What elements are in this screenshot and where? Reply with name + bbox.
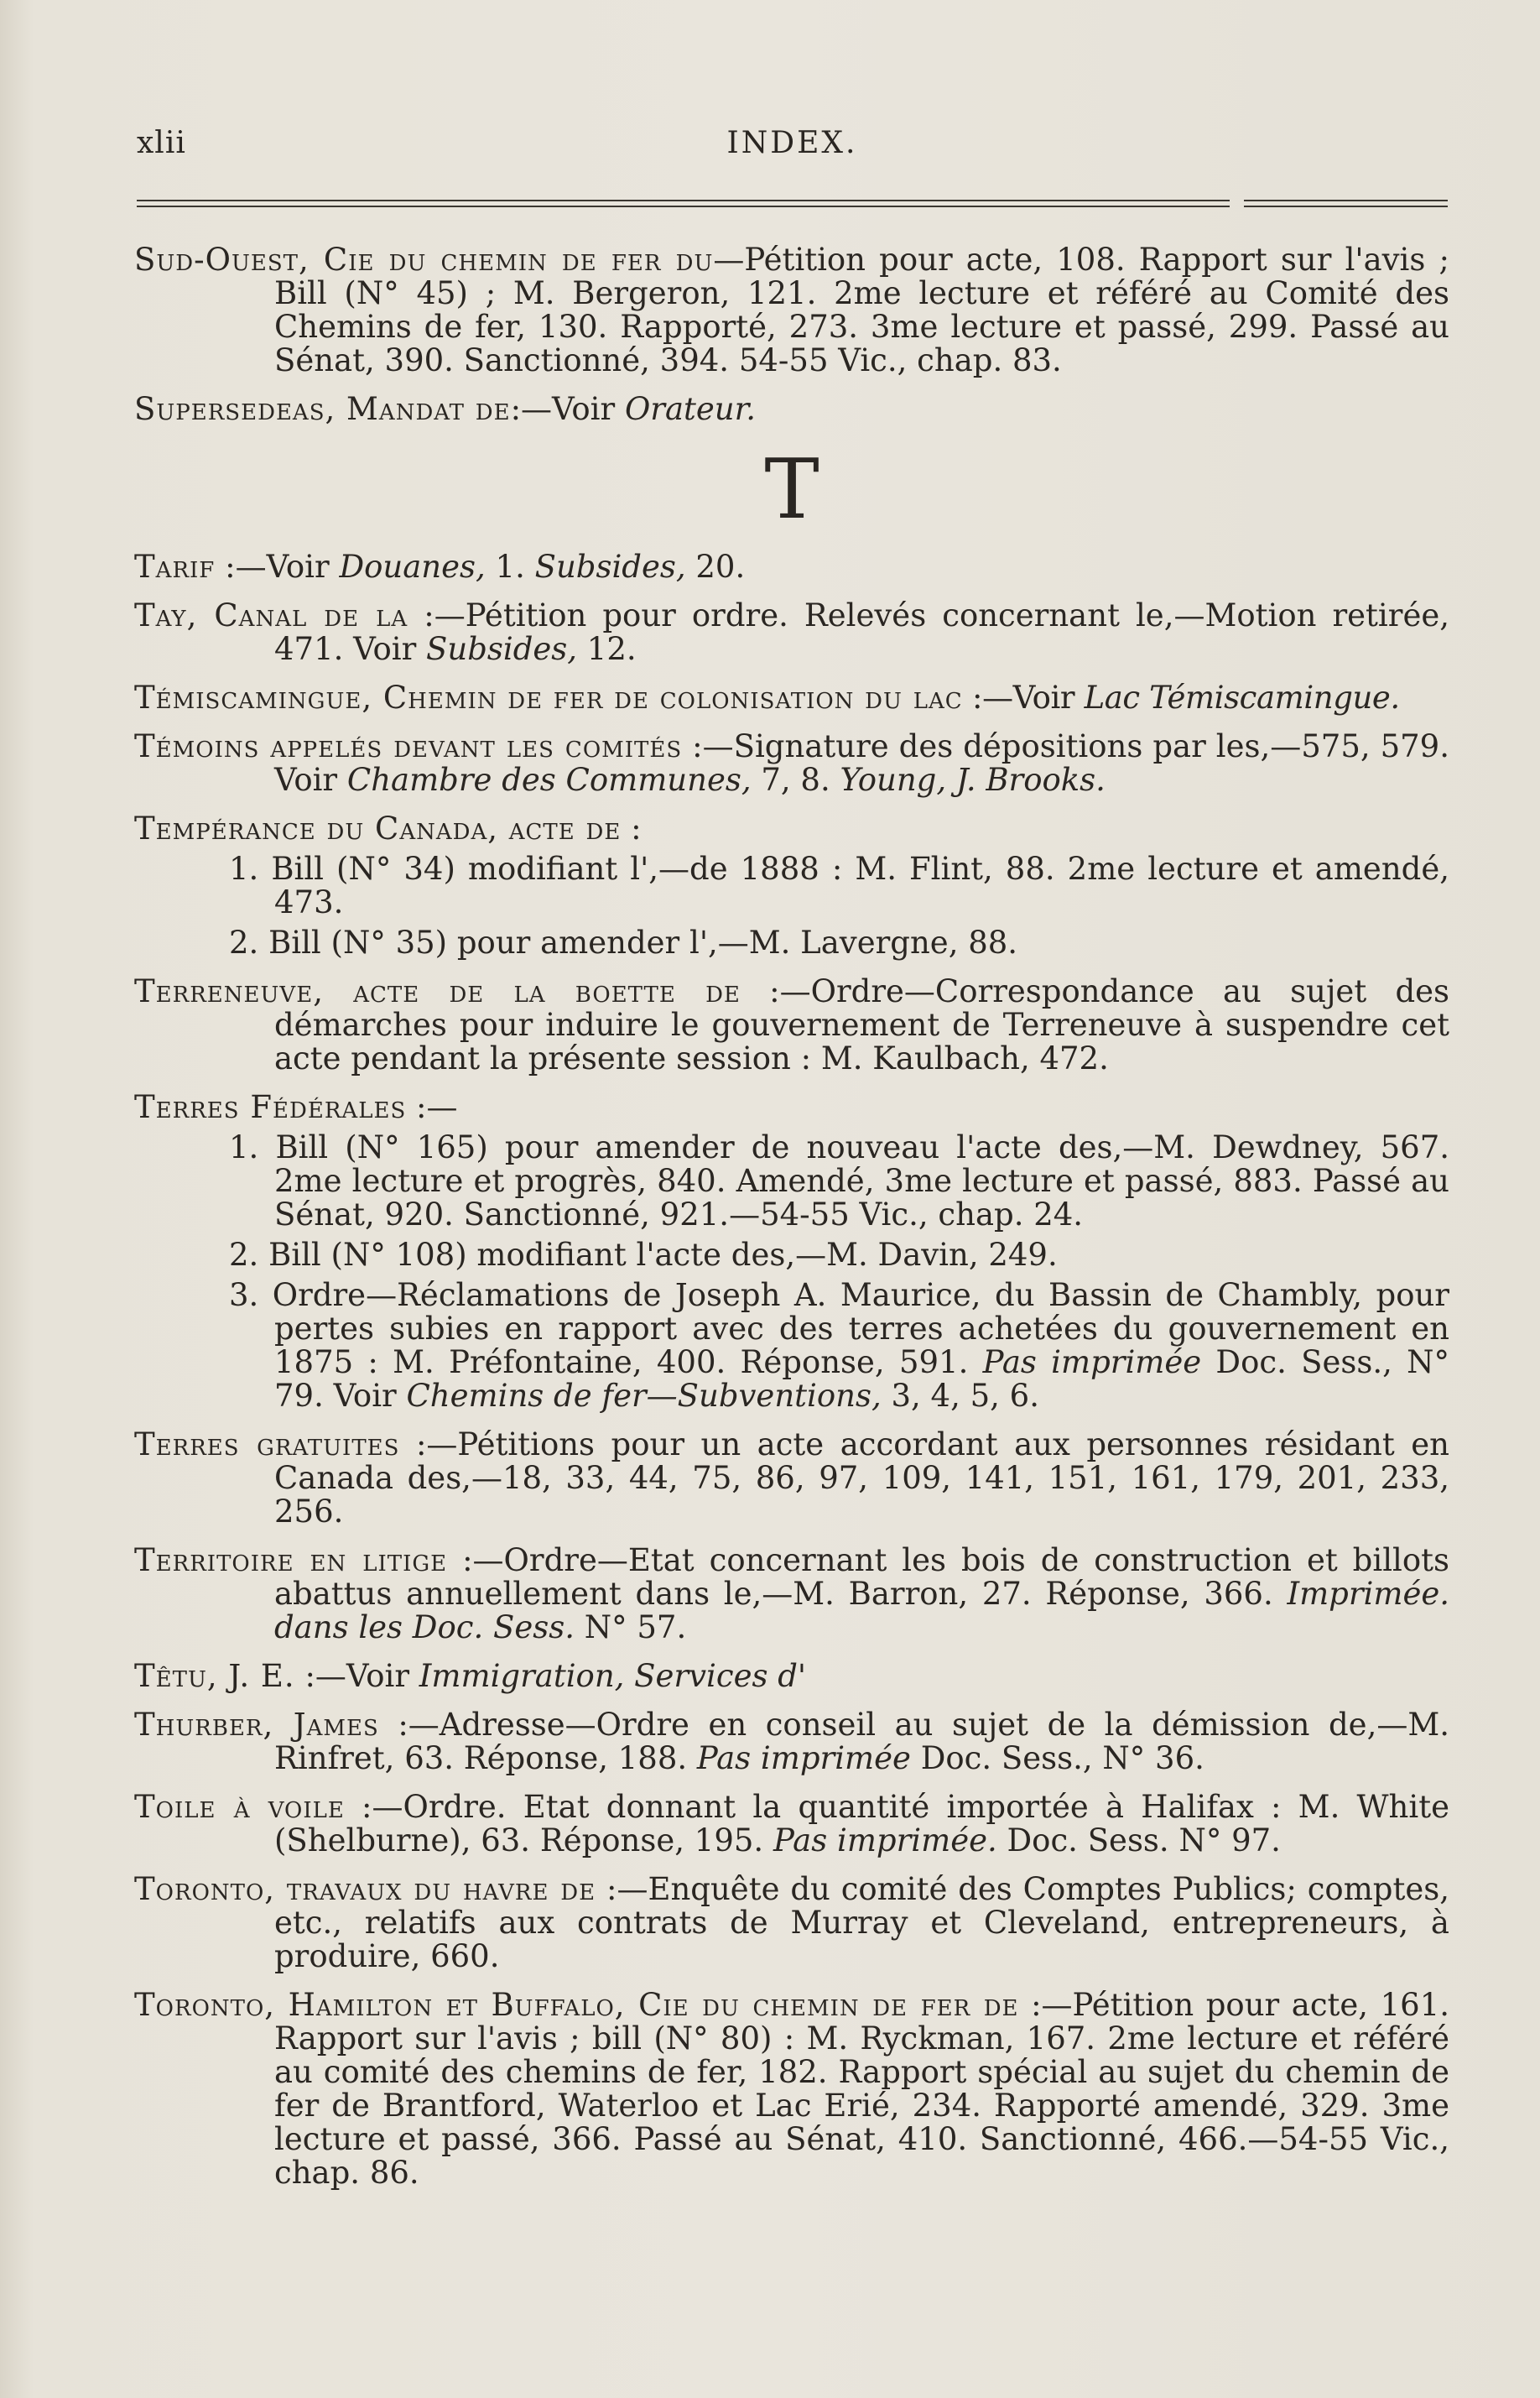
index-entry-supersedeas: Supersedeas, Mandat de:—Voir Orateur. (134, 391, 756, 427)
index-entry-terreneuve: Terreneuve, acte de la boette de :—Ordre—Correspondance au sujet des démarches pour induire le gouvernement de Terreneuve à suspendre cet acte pendant la présente session : M. Kaulbach, 472. (134, 973, 1450, 1076)
index-entry-toile: Toile à voile :—Ordre. Etat donnant la quantité importée à Halifax : M. White (Shelburne), 63. Réponse, 195. Pas imprimée. Doc. Sess. N° 97. (134, 1789, 1449, 1858)
index-entry-toronto-havre: Toronto, travaux du havre de :—Enquête du comité des Comptes Publics; comptes, etc., relatifs aux contrats de Murray et Cleveland, entrepreneurs, à produire, 660. (134, 1871, 1449, 1974)
section-letter: T (764, 442, 819, 538)
index-entry-temperance: Tempérance du Canada, acte de : (134, 811, 642, 847)
index-entry-temoins: Témoins appelés devant les comités :—Signature des dépositions par les,—575, 579. Voir Chambre des Communes, 7, 8. Young, J. Brooks. (134, 728, 1449, 798)
index-entry-sud-ouest: Sud-Ouest, Cie du chemin de fer du—Pétition pour acte, 108. Rapport sur l'avis ; Bill (N° 45) ; M. Bergeron, 121. 2me lecture et référé au Comité des Chemins de fer, 130. Rapporté, 273. 3me lecture et passé, 299. Passé au Sénat, 390. Sanctionné, 394. 54-55 Vic., chap. 83. (134, 242, 1449, 378)
index-entry-tetu: Têtu, J. E. :—Voir Immigration, Services d' (134, 1658, 807, 1694)
list-item: 1. Bill (N° 34) modifiant l',—de 1888 : M. Flint, 88. 2me lecture et amendé, 473. (229, 851, 1449, 920)
list-item: 1. Bill (N° 165) pour amender de nouveau l'acte des,—M. Dewdney, 567. 2me lecture et progrès, 840. Amendé, 3me lecture et passé, 883. Passé au Sénat, 920. Sanctionné, 921.—54-55 Vic., chap. 24. (229, 1129, 1449, 1233)
index-content (134, 243, 1449, 2205)
index-entry-terres-gratuites: Terres gratuites :—Pétitions pour un acte accordant aux personnes résidant en Canada des,—18, 33, 44, 75, 86, 97, 109, 141, 151, 161, 179, 201, 233, 256. (134, 1426, 1449, 1530)
page-header (137, 126, 1448, 168)
page-title: INDEX. (726, 126, 858, 160)
index-entry-tarif: Tarif :—Voir Douanes, 1. Subsides, 20. (134, 549, 746, 585)
index-entry-toronto-hamilton: Toronto, Hamilton et Buffalo, Cie du chemin de fer de :—Pétition pour acte, 161. Rapport sur l'avis ; bill (N° 80) : M. Ryckman, 167. 2me lecture et référé au comité des chemins de fer, 182. Rapport spécial au sujet du chemin de fer de Brantford, Waterloo et Lac Erié, 234. Rapporté amendé, 329. 3me lecture et passé, 366. Passé au Sénat, 410. Sanctionné, 466.—54-55 Vic., chap. 86. (134, 1987, 1449, 2191)
list-item: 2. Bill (N° 35) pour amender l',—M. Lavergne, 88. (229, 925, 1018, 961)
page-number: xlii (137, 126, 186, 160)
list-item: 3. Ordre—Réclamations de Joseph A. Maurice, du Bassin de Chambly, pour pertes subies en rapport avec des terres achetées du gouvernement en 1875 : M. Préfontaine, 400. Réponse, 591. Pas imprimée Doc. Sess., N° 79. Voir Chemins de fer—Subventions, 3, 4, 5, 6. (229, 1277, 1449, 1414)
index-entry-terres-federales: Terres Fédérales :— (134, 1089, 458, 1125)
index-entry-temiscamingue: Témiscamingue, Chemin de fer de colonisation du lac :—Voir Lac Témiscamingue. (134, 680, 1400, 716)
header-rule (137, 200, 1448, 210)
index-entry-thurber: Thurber, James :—Adresse—Ordre en conseil au sujet de la démission de,—M. Rinfret, 63. Réponse, 188. Pas imprimée Doc. Sess., N° 36. (134, 1707, 1449, 1776)
list-item: 2. Bill (N° 108) modifiant l'acte des,—M. Davin, 249. (229, 1237, 1058, 1273)
index-entry-tay: Tay, Canal de la :—Pétition pour ordre. Relevés concernant le,—Motion retirée, 471. Voir Subsides, 12. (134, 597, 1449, 667)
index-entry-territoire: Territoire en litige :—Ordre—Etat concernant les bois de construction et billots abattus annuellement dans le,—M. Barron, 27. Réponse, 366. Imprimée. dans les Doc. Sess. N° 57. (134, 1542, 1450, 1645)
